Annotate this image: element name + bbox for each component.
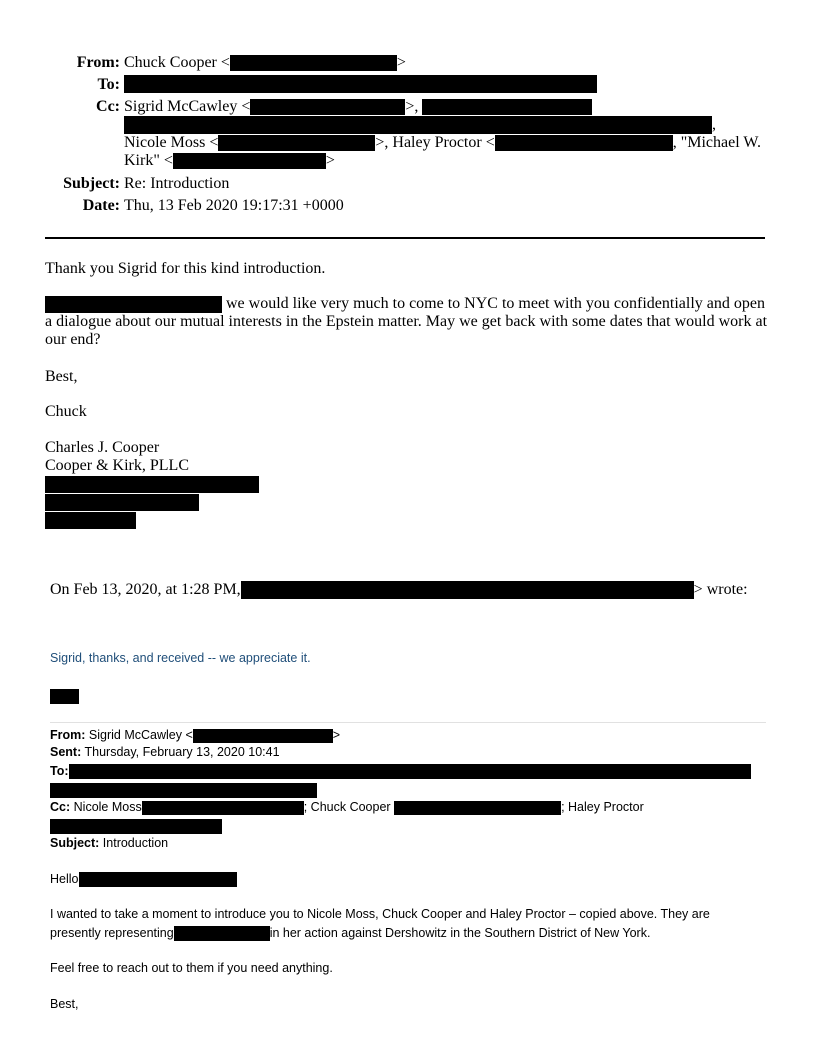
para-text-1: we would like very much to come to NYC to meet with you confidentially and open — [226, 295, 765, 312]
thanks-line: Thank you Sigrid for this kind introduction. — [45, 260, 326, 277]
redaction-bar — [45, 512, 136, 529]
redaction-bar — [495, 135, 673, 151]
redaction-bar — [174, 926, 270, 941]
q-best: Best, — [50, 997, 79, 1011]
redaction-bar — [45, 494, 199, 511]
q-from — [50, 727, 340, 744]
redaction-bar — [142, 801, 304, 815]
redaction-bar — [218, 135, 375, 151]
redaction-bar — [124, 75, 597, 93]
cc-close: > — [325, 152, 335, 169]
cc-sep: >, — [405, 98, 419, 115]
cc-nicole: Nicole Moss < — [124, 134, 219, 151]
from-close: > — [396, 54, 406, 71]
redaction-bar — [250, 99, 405, 115]
redaction-bar — [422, 99, 592, 115]
reply-text: Sigrid, thanks, and received -- we appreciate it. — [50, 651, 311, 665]
q-intro-text-b: in her action against Dershowitz in the Southern District of New York. — [269, 926, 651, 940]
redaction-bar — [394, 801, 561, 815]
q-sent-value: Thursday, February 13, 2020 10:41 — [84, 745, 280, 759]
signoff-name: Chuck — [45, 403, 87, 420]
redaction-bar — [79, 872, 237, 887]
redaction-bar — [193, 729, 333, 743]
q-cc-chuck: ; Chuck Cooper — [303, 800, 391, 814]
q-to-line-2 — [50, 782, 317, 799]
q-cc-line-2 — [50, 818, 222, 835]
date-value: Thu, 13 Feb 2020 19:17:31 +0000 — [124, 197, 344, 214]
cc-kirk: Kirk" < — [124, 152, 173, 169]
q-cc-haley: ; Haley Proctor — [561, 800, 644, 814]
subject-value: Re: Introduction — [124, 175, 230, 192]
date-label: Date: — [82, 197, 120, 214]
redaction-bar — [173, 153, 326, 169]
cc-haley: >, Haley Proctor < — [375, 134, 495, 151]
q-sent-label: Sent: — [50, 745, 82, 759]
redaction-bar — [50, 689, 79, 704]
cc-redaction-2 — [422, 98, 592, 116]
quote-intro — [50, 581, 748, 599]
header-divider — [45, 237, 765, 239]
signature-redaction-1 — [45, 475, 259, 493]
redaction-bar — [124, 116, 712, 134]
redaction-bar — [69, 764, 751, 779]
quote-intro-prefix: On Feb 13, 2020, at 1:28 PM, — [50, 581, 241, 598]
reply-redaction — [50, 688, 79, 705]
q-sent — [50, 744, 280, 761]
redaction-bar — [241, 581, 694, 599]
quote-intro-suffix: > wrote: — [693, 581, 748, 598]
to-value — [124, 75, 597, 93]
redaction-bar — [50, 783, 317, 798]
cc-sigrid: Sigrid McCawley < — [124, 98, 251, 115]
q-cc — [50, 799, 644, 816]
redaction-bar — [45, 296, 222, 313]
q-hello — [50, 871, 237, 888]
cc-line-1 — [124, 98, 418, 116]
q-to-label: To: — [50, 764, 69, 778]
q-cc-label: Cc: — [50, 800, 71, 814]
q-cc-nicole: Nicole Moss — [73, 800, 142, 814]
q-from-close: > — [332, 728, 341, 742]
signature-firm: Cooper & Kirk, PLLC — [45, 457, 189, 474]
q-to — [50, 763, 751, 780]
quote-divider — [50, 722, 766, 723]
q-subject — [50, 835, 168, 852]
redaction-bar — [230, 55, 397, 71]
signature-name: Charles J. Cooper — [45, 439, 160, 456]
q-intro-line-2 — [50, 925, 650, 942]
cc-line-4 — [124, 152, 335, 170]
cc-label: Cc: — [96, 98, 120, 115]
para-rest: a dialogue about our mutual interests in the Epstein matter. May we get back with some dates that would work at our end? — [45, 313, 768, 348]
redaction-bar — [45, 476, 259, 493]
signature-redaction-2 — [45, 493, 199, 511]
q-intro-line-1: I wanted to take a moment to introduce you to Nicole Moss, Chuck Cooper and Haley Proctor – copied above. They are — [50, 907, 710, 921]
subject-label: Subject: — [63, 175, 120, 192]
to-label: To: — [97, 76, 120, 93]
q-feel-free: Feel free to reach out to them if you need anything. — [50, 961, 333, 975]
para-line-1 — [45, 295, 765, 313]
from-value — [124, 54, 406, 72]
from-name: Chuck Cooper < — [124, 54, 230, 71]
best-line: Best, — [45, 368, 78, 385]
redaction-bar — [50, 819, 222, 834]
from-label: From: — [76, 54, 120, 71]
cc-comma: , — [712, 116, 716, 133]
q-from-label: From: — [50, 728, 86, 742]
cc-michael: , "Michael W. — [672, 134, 762, 151]
q-from-name: Sigrid McCawley < — [88, 728, 193, 742]
q-subject-value: Introduction — [102, 836, 169, 850]
q-intro-text-a: presently representing — [50, 926, 174, 940]
q-subject-label: Subject: — [50, 836, 100, 850]
signature-redaction-3 — [45, 511, 136, 529]
cc-line-2 — [124, 116, 716, 134]
q-hello-text: Hello — [50, 872, 79, 886]
cc-line-3 — [124, 134, 761, 152]
